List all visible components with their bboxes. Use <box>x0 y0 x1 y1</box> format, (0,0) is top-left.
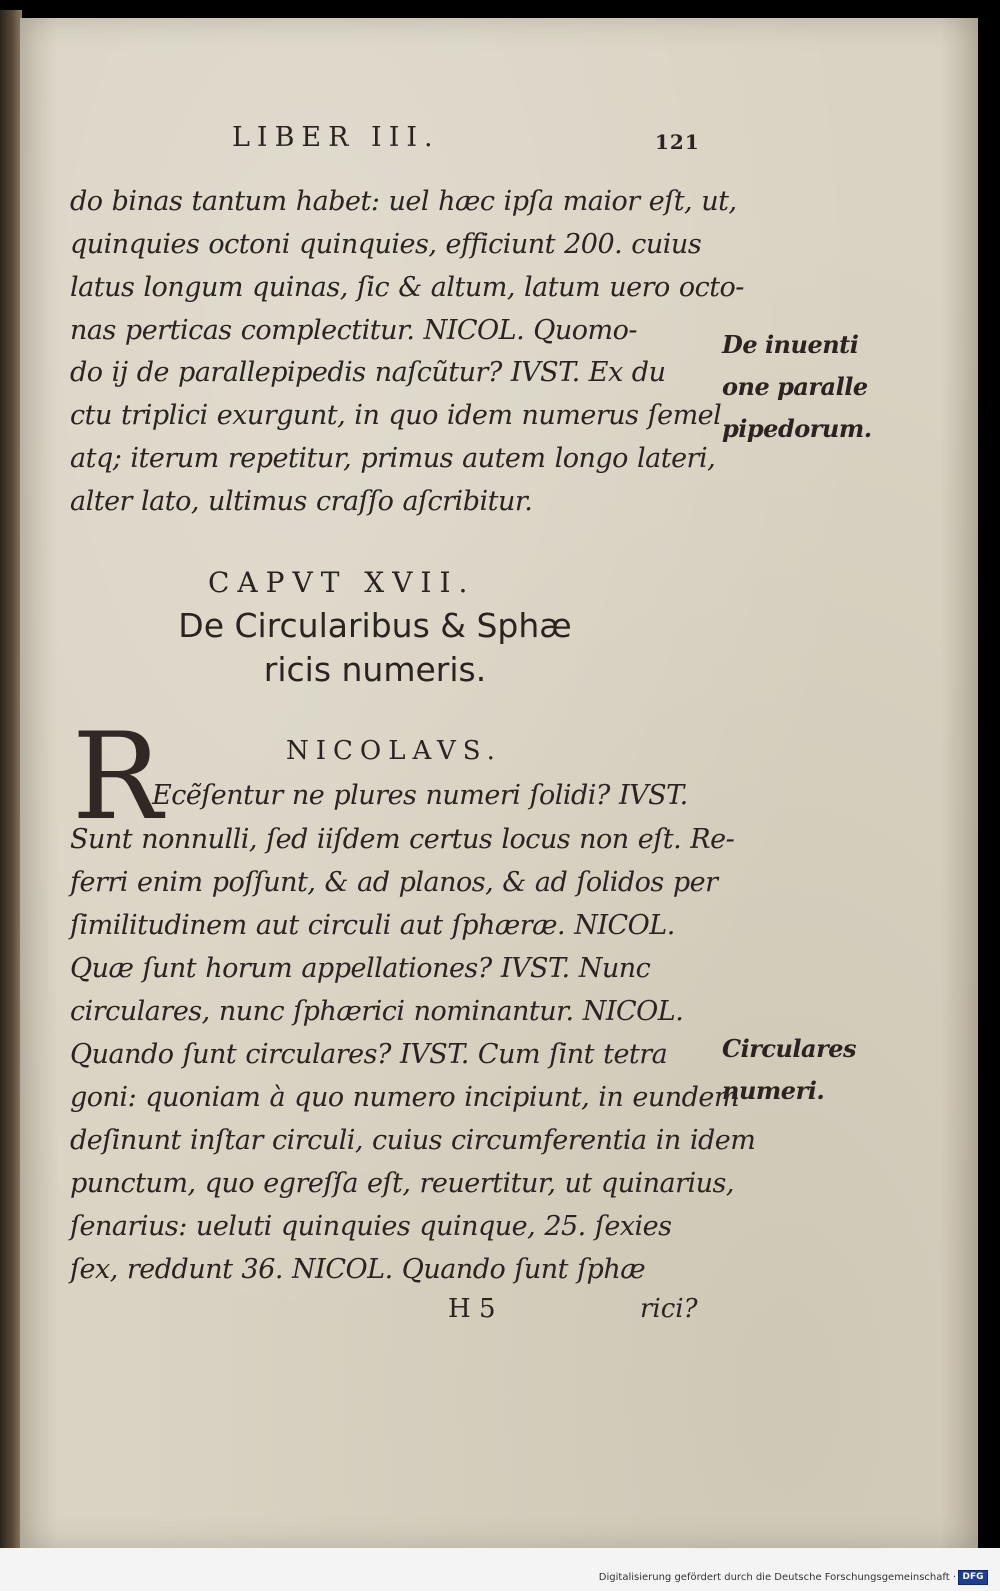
chapter-subtitle-line: De Circularibus & Sphæ <box>178 606 572 645</box>
text-line: deſinunt inſtar circuli, cuius circumferentia in idem <box>70 1125 756 1156</box>
page-number: 121 <box>655 130 700 154</box>
dfg-logo-icon: DFG <box>958 1570 988 1585</box>
text-line: Sunt nonnulli, ſed iiſdem certus locus non eſt. Re- <box>70 824 735 855</box>
book-spine-edge <box>0 10 22 1570</box>
text-line: Ecẽſentur ne plures numeri ſolidi? IVST. <box>152 780 688 811</box>
text-line: ferri enim poſſunt, & ad planos, & ad ſolidos per <box>70 867 718 898</box>
running-head: LIBER III. <box>232 122 440 153</box>
text-line: ſex, reddunt 36. NICOL. Quando ſunt ſphæ <box>70 1254 646 1285</box>
text-line: circulares, nunc ſphærici nominantur. NICOL. <box>70 996 684 1027</box>
text-line: do ij de parallepipedis naſcũtur? IVST. Ex du <box>70 357 666 388</box>
chapter-title: CAPVT XVII. <box>208 566 476 599</box>
text-line: atq; iterum repetitur, primus autem longo lateri, <box>70 443 716 474</box>
margin-note-line: pipedorum. <box>722 414 872 443</box>
text-line: ſimilitudinem aut circuli aut ſphæræ. NICOL. <box>70 910 675 941</box>
margin-note-line: one paralle <box>722 372 868 401</box>
funding-credit: Digitalisierung gefördert durch die Deutsche Forschungsgemeinschaft · <box>598 1572 956 1583</box>
text-line: Quando ſunt circulares? IVST. Cum ſint tetra <box>70 1039 668 1070</box>
text-line: goni: quoniam à quo numero incipiunt, in eundem <box>70 1082 739 1113</box>
margin-note-line: numeri. <box>722 1076 825 1105</box>
text-line: quinquies octoni quinquies, efficiunt 200. cuius <box>70 229 702 260</box>
text-line: ſenarius: ueluti quinquies quinque, 25. ſexies <box>70 1211 672 1242</box>
text-line: do binas tantum habet: uel hæc ipſa maior eſt, ut, <box>70 186 737 217</box>
signature-mark: H 5 <box>448 1294 496 1324</box>
text-line: Quæ ſunt horum appellationes? IVST. Nunc <box>70 953 651 984</box>
text-line: punctum, quo egreſſa eſt, reuertitur, ut quinarius, <box>70 1168 734 1199</box>
drop-cap: R <box>72 708 163 847</box>
footer-bar <box>0 1548 1000 1591</box>
chapter-subtitle-line: ricis numeris. <box>263 650 487 689</box>
text-line: nas perticas complectitur. NICOL. Quomo- <box>70 315 638 346</box>
speaker-name: NICOLAVS. <box>286 736 502 766</box>
text-line: ctu triplici exurgunt, in quo idem numerus ſemel <box>70 400 722 431</box>
text-line: latus longum quinas, ſic & altum, latum uero octo- <box>70 272 744 303</box>
margin-note-line: Circulares <box>722 1034 857 1063</box>
catchword: rici? <box>640 1294 698 1324</box>
margin-note-line: De inuenti <box>722 330 859 359</box>
scan-top-border <box>0 0 1000 20</box>
text-line: alter lato, ultimus craſſo aſcribitur. <box>70 486 533 517</box>
